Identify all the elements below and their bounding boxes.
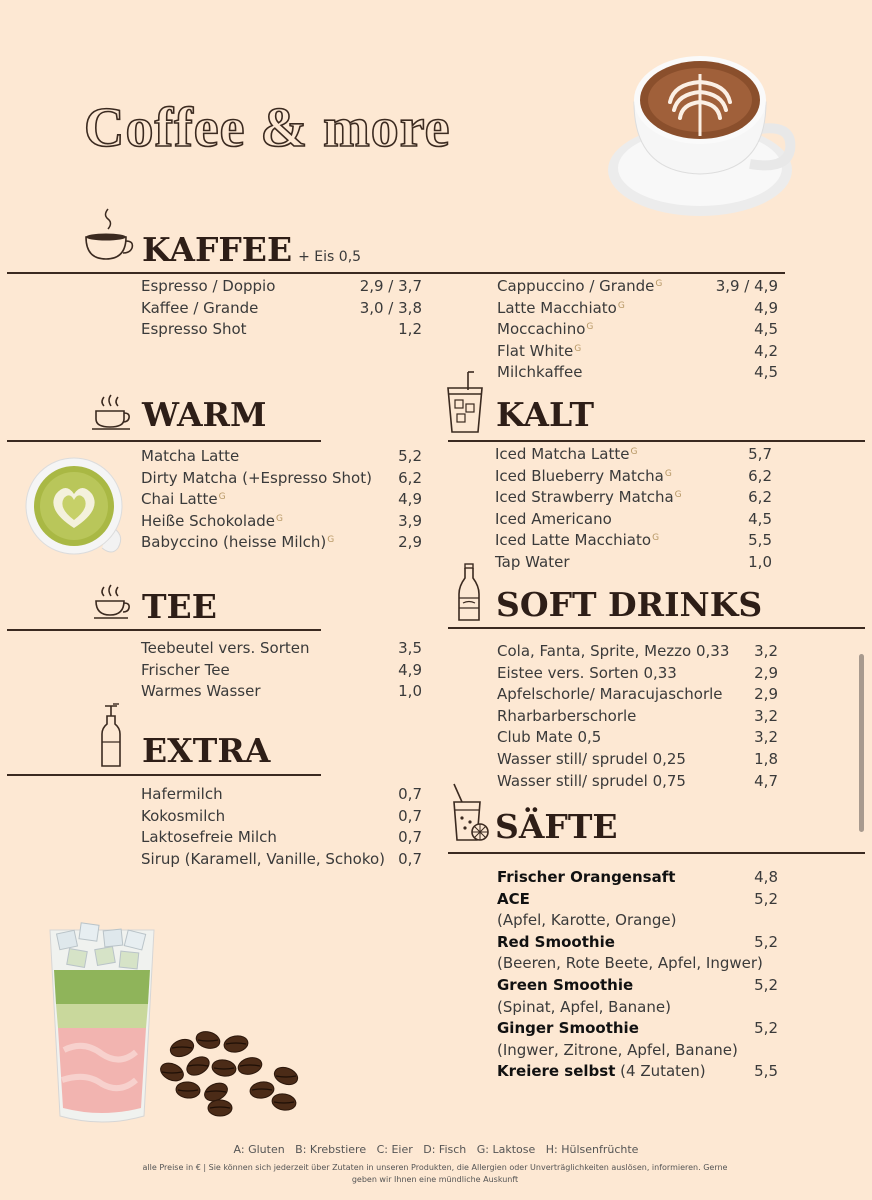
menu-item-name [497,867,675,889]
lactose-marker: G [652,533,660,544]
menu-item-name [141,784,223,806]
menu-item-price: 5,2 [754,1019,778,1038]
menu-item-price: 1,8 [754,749,778,768]
menu-item-price: 1,2 [398,320,422,339]
price-note: alle Preise in € | Sie können sich jederzeit über Zutaten in unseren Produkten, die Allergien oder Unverträglichkeiten auslösen, informieren. Gerne geben wir Ihnen eine mündliche Auskunft [142,1163,728,1184]
menu-item-label: Dirty Matcha (+Espresso Shot) [141,468,372,487]
menu-item-label: Iced Blueberry Matcha [495,466,664,485]
scrollbar[interactable] [859,654,864,832]
menu-item [497,749,778,771]
menu-item-label: Eistee vers. Sorten 0,33 [497,663,677,682]
menu-item-label: Flat White [497,341,574,360]
menu-item [497,684,778,706]
menu-item-label: Red Smoothie [497,932,615,951]
menu-item-price: 4,5 [754,363,778,382]
menu-item-label: Wasser still/ sprudel 0,75 [497,771,686,790]
menu-item [495,530,772,552]
menu-item-price: 3,0 / 3,8 [359,298,422,317]
extra-list [141,784,422,870]
menu-item-label: Rharbarberschorle [497,706,637,725]
menu-item-name [141,276,275,298]
menu-item-label: (Ingwer, Zitrone, Apfel, Banane) [497,1040,738,1059]
menu-item-label: Apfelschorle/ Maracujaschorle [497,685,723,704]
soft-drinks-list [497,641,778,792]
menu-item-label: Milchkaffee [497,363,583,382]
menu-item-price: 0,7 [398,785,422,803]
menu-item-price: 3,2 [754,728,778,747]
menu-item [141,446,422,468]
menu-item-price: 3,2 [754,642,778,660]
menu-item-price: 5,7 [748,445,772,463]
menu-item [497,910,778,932]
menu-item [495,487,772,509]
menu-item-name [497,997,671,1019]
menu-item-name [141,298,258,320]
menu-item-price: 5,2 [754,932,778,951]
menu-item [497,1061,778,1083]
menu-item [497,932,778,954]
menu-item [141,849,422,871]
syrup-bottle-icon [99,702,123,770]
menu-item-price: 0,7 [398,806,422,825]
menu-item-note: (4 Zutaten) [615,1062,706,1081]
menu-item-name [497,771,686,793]
menu-item-name [497,276,662,298]
menu-item [141,489,422,511]
menu-item [497,298,778,320]
menu-item-label: Kreiere selbst [497,1062,616,1081]
menu-item-price: 6,2 [748,488,772,507]
menu-item-name [497,932,615,954]
menu-item [497,706,778,728]
menu-item-name [497,727,601,749]
menu-item-label: Green Smoothie [497,975,634,994]
menu-item-price: 0,7 [398,828,422,847]
section-title-kaffee [142,230,362,269]
menu-item-name [495,509,612,531]
extra-heading: EXTRA [142,731,271,770]
menu-item-label: Warmes Wasser [141,682,261,701]
menu-item-name [141,511,283,533]
menu-item-name [495,530,659,552]
soft-drinks-heading: SOFT DRINKS [496,585,763,624]
menu-item [495,509,772,531]
menu-item-name [141,532,334,554]
menu-item-name [141,319,247,341]
menu-item-price: 4,8 [754,868,778,886]
menu-item-price: 6,2 [748,466,772,485]
menu-item [141,468,422,490]
menu-item [497,663,778,685]
menu-item-label: Hafermilch [141,785,223,803]
menu-item [497,771,778,793]
saefte-heading: SÄFTE [495,807,618,846]
menu-item [141,276,422,298]
menu-item-price: 4,5 [748,509,772,528]
warm-divider [7,440,321,442]
soft-drinks-divider [448,627,865,629]
kaffee-left-list [141,276,422,341]
menu-item-name [141,806,225,828]
menu-item-label: Latte Macchiato [497,298,617,317]
menu-item-price: 2,9 [754,685,778,704]
menu-item-label: Kokosmilch [141,806,226,825]
menu-item [497,1018,778,1040]
menu-item [497,276,778,298]
menu-item-price: 4,9 [398,660,422,679]
menu-item-name [495,466,672,488]
menu-item [497,341,778,363]
menu-item-label: Frischer Tee [141,660,230,679]
menu-item-label: Wasser still/ sprudel 0,25 [497,749,686,768]
menu-item [497,889,778,911]
menu-item [497,1040,778,1062]
menu-item-label: Iced Americano [495,509,612,528]
menu-item [141,681,422,703]
saefte-divider [448,852,865,854]
menu-item-price: 3,9 [398,511,422,530]
lactose-marker: G [617,300,625,311]
menu-item-label: Teebeutel vers. Sorten [141,639,310,657]
menu-item-price: 4,7 [754,771,778,790]
menu-item [497,641,778,663]
menu-item [141,298,422,320]
menu-item-label: Cappuccino / Grande [497,277,655,295]
menu-item [141,806,422,828]
lactose-marker: G [574,343,582,354]
menu-item-name [497,975,633,997]
menu-item-name [497,910,676,932]
menu-item-price: 2,9 [754,663,778,682]
menu-item-name [141,446,239,468]
coffee-beans-image [158,1026,304,1118]
menu-item-price: 2,9 / 3,7 [359,277,422,295]
menu-item-name [497,1040,738,1062]
iced-strawberry-matcha-image [44,910,160,1126]
menu-item-label: Iced Matcha Latte [495,445,630,463]
kaffee-right-list [497,276,778,384]
juice-glass-icon [448,782,490,844]
menu-item [495,466,772,488]
menu-item-name [497,298,625,320]
teacup-icon [90,583,132,623]
menu-item-name [495,552,570,574]
menu-item-price: 1,0 [398,682,422,701]
coffee-cup-icon [82,205,134,263]
menu-item-name [141,660,230,682]
lactose-marker: G [630,447,638,457]
cola-bottle-icon [457,562,481,624]
menu-item-label: Frischer Orangensaft [497,868,676,886]
matcha-latte-image [24,456,128,558]
menu-item-label: Ginger Smoothie [497,1019,639,1038]
menu-item-name [497,953,763,975]
lactose-marker: G [655,279,663,289]
menu-item-name [497,1018,639,1040]
kaffee-divider [7,272,785,274]
menu-item-name [497,749,686,771]
menu-item-name [497,889,530,911]
menu-item-price: 4,2 [754,341,778,360]
menu-item-name [497,641,729,663]
menu-item-label: Espresso Shot [141,320,247,339]
menu-item-price: 5,2 [398,447,422,465]
saefte-list [497,867,778,1083]
lactose-marker: G [327,535,335,546]
menu-item [497,975,778,997]
menu-item-label: Espresso / Doppio [141,277,276,295]
menu-item-label: Babyccino (heisse Milch) [141,533,327,552]
menu-item [141,827,422,849]
iced-drink-icon [444,370,486,436]
menu-item [497,953,778,975]
menu-item-label: Tap Water [495,552,570,571]
menu-item-name [141,489,226,511]
menu-item-price: 5,2 [754,975,778,994]
menu-item-label: (Beeren, Rote Beete, Apfel, Ingwer) [497,954,763,973]
menu-item-price: 3,2 [754,706,778,725]
lactose-marker: G [586,322,594,333]
lactose-marker: G [664,468,672,479]
menu-item [141,784,422,806]
tee-heading: TEE [142,587,217,626]
lactose-marker: G [218,492,226,503]
warm-list [141,446,422,554]
menu-item-label: Club Mate 0,5 [497,728,602,747]
menu-item [497,362,778,384]
kalt-list [495,444,772,574]
menu-item [141,660,422,682]
menu-item-price: 6,2 [398,468,422,487]
menu-item-name [141,827,277,849]
menu-item-name [497,684,723,706]
menu-item-price: 4,9 [398,490,422,509]
kalt-divider [448,440,865,442]
menu-item [495,552,772,574]
allergen-legend: A: Gluten B: Krebstiere C: Eier D: Fisch G: Laktose H: Hülsenfrüchte [233,1143,639,1156]
menu-item-label: (Apfel, Karotte, Orange) [497,911,677,930]
menu-item [141,319,422,341]
menu-item-label: Laktosefreie Milch [141,828,277,847]
menu-item-name [497,1061,706,1083]
warm-heading: WARM [142,395,267,434]
cappuccino-image [604,52,796,222]
lactose-marker: G [674,490,682,501]
menu-item-name [495,444,637,466]
menu-item [497,319,778,341]
extra-divider [7,774,321,776]
menu-item-label: Cola, Fanta, Sprite, Mezzo 0,33 [497,642,730,660]
menu-item-price: 4,9 [754,298,778,317]
menu-item-price: 5,2 [754,889,778,908]
menu-item-label: Moccachino [497,320,586,339]
menu-item-label: Kaffee / Grande [141,298,259,317]
menu-item-price: 4,5 [754,320,778,339]
menu-item-name [495,487,682,509]
menu-item [495,444,772,466]
menu-item-name [497,319,593,341]
menu-item-name [141,638,309,660]
menu-item-price: 0,7 [398,849,422,868]
menu-item-name [497,706,636,728]
menu-item-label: (Spinat, Apfel, Banane) [497,997,671,1016]
tee-list [141,638,422,703]
menu-item-label: ACE [497,889,530,908]
menu-item [141,511,422,533]
menu-item-name [141,681,260,703]
menu-item [497,867,778,889]
page-title: Coffee & more [84,97,451,159]
menu-item-price: 1,0 [748,552,772,571]
menu-item [497,997,778,1019]
tee-divider [7,629,321,631]
menu-item [497,727,778,749]
menu-item-name [497,341,581,363]
kaffee-heading: KAFFEE [142,230,293,269]
kalt-heading: KALT [496,395,595,434]
kaffee-subtitle: + Eis 0,5 [298,249,362,265]
menu-item-name [497,663,677,685]
menu-item-price: 3,9 / 4,9 [715,277,778,295]
hot-cup-icon [90,393,132,433]
menu-item [141,532,422,554]
menu-item-price: 5,5 [748,531,772,550]
menu-item-price: 2,9 [398,533,422,552]
menu-item [141,638,422,660]
lactose-marker: G [276,513,283,524]
menu-item-label: Matcha Latte [141,447,240,465]
menu-item-name [141,849,385,871]
menu-item-name [141,468,372,490]
menu-item-price: 3,5 [398,639,422,657]
menu-item-price: 5,5 [754,1062,778,1081]
menu-item-name [497,362,582,384]
menu-item-label: Sirup (Karamell, Vanille, Schoko) [141,849,386,868]
menu-item-label: Chai Latte [141,490,218,509]
menu-item-label: Heiße Schokolade [141,511,276,530]
menu-item-label: Iced Latte Macchiato [495,531,652,550]
menu-item-label: Iced Strawberry Matcha [495,488,674,507]
